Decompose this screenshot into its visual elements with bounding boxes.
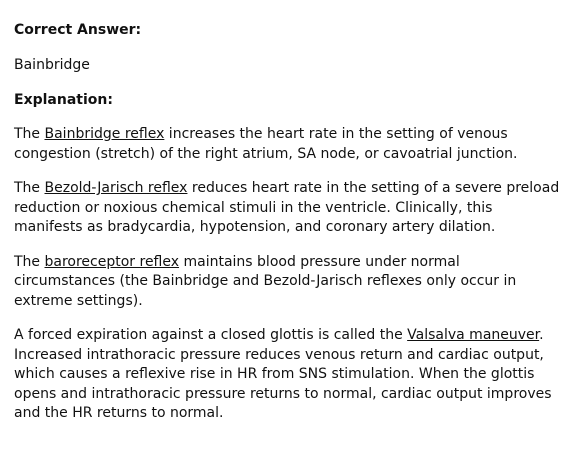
link-bezold-jarisch-reflex[interactable]: Bezold-Jarisch reflex xyxy=(44,180,188,196)
link-bainbridge-reflex[interactable]: Bainbridge reflex xyxy=(44,126,165,142)
explanation-heading: Explanation: xyxy=(14,92,113,108)
correct-answer-value: Bainbridge xyxy=(14,57,90,73)
correct-answer-heading: Correct Answer: xyxy=(14,22,142,38)
paragraph-text: The xyxy=(14,180,45,196)
paragraph-text: A forced expiration against a closed glottis is called the xyxy=(14,327,408,343)
paragraph-bainbridge xyxy=(14,125,564,164)
paragraph-valsalva xyxy=(14,326,564,424)
paragraph-text: The xyxy=(14,126,45,142)
link-valsalva-maneuver[interactable]: Valsalva maneuver xyxy=(407,327,540,343)
paragraph-text: The xyxy=(14,253,45,270)
paragraph-text: . Increased intrathoracic pressure reduces venous return and cardiac output, which causes a reflexive rise in HR from SNS stimulation. When the glottis opens and intrathoracic pressure returns to normal, cardiac output improves and the HR returns to normal. xyxy=(14,327,552,421)
link-baroreceptor-reflex[interactable]: baroreceptor reflex xyxy=(44,253,180,270)
paragraph-text: reduces heart rate in the setting of a severe preload reduction or noxious chemical stimuli in the ventricle. Clinically, this manifests as bradycardia, hypotension, and coronary artery dilation. xyxy=(14,180,560,235)
paragraph-baroreceptor xyxy=(14,253,564,312)
paragraph-bezold-jarisch xyxy=(14,179,564,238)
paragraph-text: maintains blood pressure under normal circumstances (the Bainbridge and Bezold-Jarisch reflexes only occur in extreme settings). xyxy=(14,253,517,309)
paragraph-text: increases the heart rate in the setting of venous congestion (stretch) of the right atrium, SA node, or cavoatrial junction. xyxy=(14,126,518,162)
